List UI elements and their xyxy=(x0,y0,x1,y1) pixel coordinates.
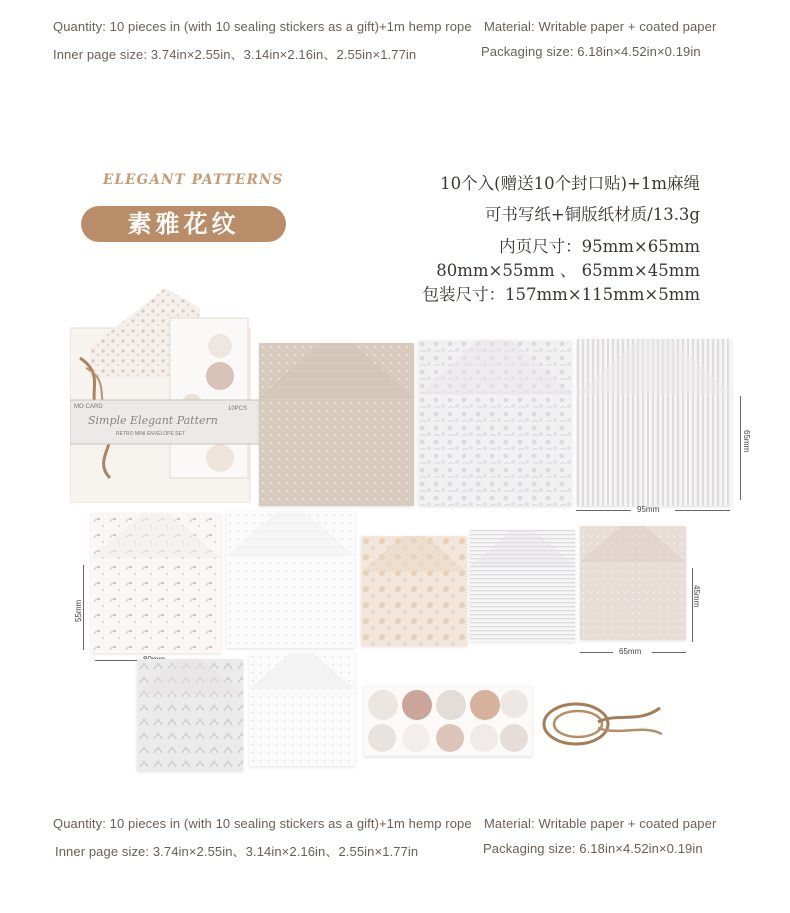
spec-quantity-bottom: Quantity: 10 pieces in (with 10 sealing stickers as a gift)+1m hemp rope xyxy=(53,816,472,831)
envelope-medium-sprigs xyxy=(91,513,221,653)
english-title: ELEGANT PATTERNS xyxy=(103,172,284,188)
cn-spec-inner-size-2: 80mm×55mm 、 65mm×45mm xyxy=(436,261,700,280)
envelope-medium-white-dots xyxy=(226,511,355,648)
cn-spec-packaging: 包装尺寸：157mm×115mm×5mm xyxy=(422,285,700,304)
spec-packaging-bottom: Packaging size: 6.18in×4.52in×0.19in xyxy=(483,841,703,856)
cn-spec-material: 可书写纸+铜版纸材质/13.3g xyxy=(484,205,700,224)
envelope-small-grey-leaf xyxy=(137,659,243,771)
dim-small-width: 65mm xyxy=(619,647,642,656)
envelope-small-grey-stripes xyxy=(470,530,575,642)
spec-material-top: Material: Writable paper + coated paper xyxy=(484,19,717,34)
package-name: Simple Elegant Pattern xyxy=(88,414,218,427)
dim-medium-height: 55mm xyxy=(74,599,83,622)
cn-spec-quantity: 10个入(赠送10个封口贴)+1m麻绳 xyxy=(440,174,700,193)
dim-large-width: 95mm xyxy=(637,505,660,514)
envelope-large-beige-dots xyxy=(259,343,414,506)
spec-material-bottom: Material: Writable paper + coated paper xyxy=(484,816,717,831)
envelope-large-grey-stripes xyxy=(577,339,732,506)
envelope-small-peach-floral xyxy=(361,536,467,646)
package-subtitle: RETRO MINI ENVELOPE SET xyxy=(116,431,185,437)
dim-large-height: 65mm xyxy=(742,430,751,453)
cn-spec-inner-size: 内页尺寸：95mm×65mm xyxy=(499,237,700,256)
package-brand: MO·CARD xyxy=(74,404,103,410)
spec-packaging-top: Packaging size: 6.18in×4.52in×0.19in xyxy=(481,44,701,59)
envelope-small-white-dots xyxy=(249,653,355,766)
package-image xyxy=(70,288,260,503)
sealing-sticker-sheet xyxy=(364,686,532,756)
spec-inner-size-top: Inner page size: 3.74in×2.55in、3.14in×2.16in、2.55in×1.77in xyxy=(53,47,417,62)
envelope-large-grey-floral xyxy=(418,340,572,506)
dim-small-height: 45mm xyxy=(692,585,701,608)
package-count: 10PCS xyxy=(228,406,248,412)
spec-inner-size-bottom: Inner page size: 3.74in×2.55in、3.14in×2.16in、2.55in×1.77in xyxy=(55,844,419,859)
envelope-small-pink-dots xyxy=(580,526,686,640)
hemp-rope xyxy=(538,694,664,754)
chinese-title-badge: 素雅花纹 xyxy=(81,206,286,242)
spec-quantity-top: Quantity: 10 pieces in (with 10 sealing stickers as a gift)+1m hemp rope xyxy=(53,19,472,34)
